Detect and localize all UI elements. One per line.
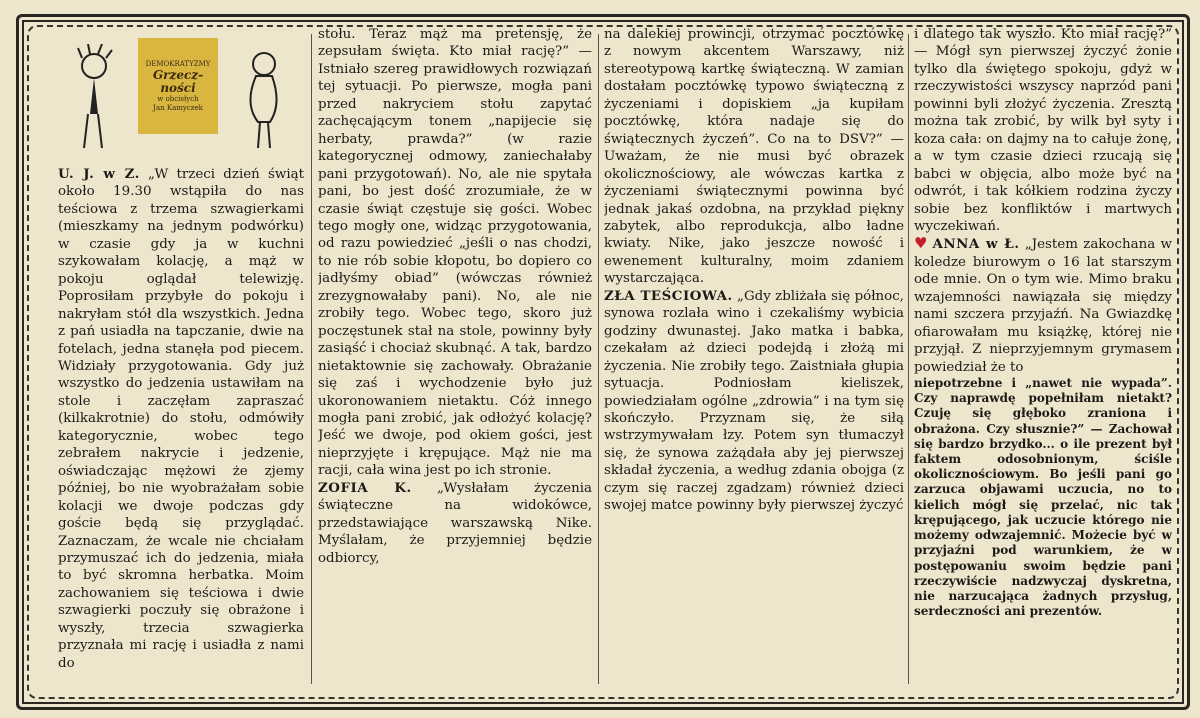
column-3 bbox=[604, 26, 904, 694]
column-header-illustration bbox=[58, 26, 304, 158]
column-2 bbox=[318, 26, 592, 694]
woman-figure-right-icon bbox=[234, 44, 294, 154]
column-rule bbox=[598, 34, 599, 684]
letter-text: „Jestem zakochana w koledze biurowym o 16 lat starszym ode mnie. On o tym wie. Mimo braku wzajemności nawiązała się między nami szczera przyjaźń. Na Gwiazdkę ofiarowałam mu książkę, której nie przyjął. Z nieprzyjemnym grymasem powiedział że to bbox=[914, 237, 1172, 375]
letter-text: „Wysłałam życzenia świąteczne na widokówce, przedstawiające warszawską Nike. Myślałam, że przyjemniej będzie odbiorcy, bbox=[318, 480, 592, 566]
letter-text: „W trzeci dzień świąt około 19.30 wstąpiła do nas teściowa z trzema szwagierkami (mieszkamy na jednym podwórku) w czasie gdy ja w kuchni szykowałam kolację, a mąż w pokoju oglądał telewizję. Poprosiłam przybyłe do pokoju i nakryłam stół dla wszystkich. Jedna z pań usiadła na tapczanie, dwie na fotelach, jedna stanęła pod piecem. Widziały przygotowania. Gdy już wszystko do jedzenia ustawiłam na stole i zaczęłam zapraszać (kilkakrotnie) do stołu, odmówiły kategorycznie, wobec tego zebrałem nakrycie i jedzenie, oświadczając mężowi że zjemy później, bo nie wyobrażałam sobie kolacji we dwoje podczas gdy goście będą się przyglądać. Zaznaczam, że wcale nie chciałam przymuszać ich do jedzenia, miała to być skromna herbatka. Moim zachowaniem się teściowa i dwie szwagierki poczuły się obrażone i wyszły, trzecia szwagierka przyznała mi rację i usiadła z nami do bbox=[58, 167, 304, 671]
answer-text: stołu. Teraz mąż ma pretensję, że zepsułam święta. Kto miał rację?” — Istniało szereg prawidłowych rozwiązań tej sytuacji. Po pierwsze, mogła pani przed nakryciem stołu zapytać zachęcającym tonem „napijecie się herbaty, prawda?” (w razie kategorycznej odmowy, zaniechałaby pani przygotowań). No, ale nie spytała pani, bo jest dość zrozumiałe, że w czasie świąt częstuje się gości. Wobec tego mogły one, widząc przygotowania, od razu powiedzieć „jeśli o nas chodzi, to nie rób sobie kłopotu, bo dopiero co jadłyśmy obiad” (wówczas również zrezygnowałaby pani). No, ale nie zrobiły tego. Wobec tego, skoro już poczęstunek stał na stole, powinny były zasiąść i chociaż skubnąć. A tak, bardzo nietaktownie się zachowały. Obrażanie się zaś i wychodzenie było już ukoronowaniem nietaktu. Cóż innego mogła pani zrobić, jak odłożyć kolację? Jeść we dwoje, pod okiem gości, jest nieprzyjęte i krępujące. Mąż nie ma racji, cała wina jest po ich stronie. bbox=[318, 27, 592, 479]
letter-author: ANNA w Ł. bbox=[932, 236, 1020, 253]
answer-text: na dalekiej prowincji, otrzymać pocztówkę z nowym akcentem Warszawy, niż stereotypową kartkę świąteczną. W zamian dostałam pocztówkę typowo świąteczną z życzeniami i dopiskiem „ja kupiłam pocztówkę, która nadaje się do świątecznych życzeń”. Co na to DSV?” — Uważam, że nie musi być obrazek okolicznościowy, ale wówczas kartka z życzeniami świątecznymi powinna być jednak jakaś ozdobna, na przykład piękny zabytek, albo reprodukcja, albo ładne kwiaty. Nike, jako jeszcze nowość i ewenement kulturalny, moim zdaniem wystarczająca. bbox=[604, 27, 904, 287]
heart-icon: ♥ bbox=[914, 234, 929, 253]
column-rule bbox=[311, 34, 312, 684]
column-rule bbox=[908, 34, 909, 684]
column-logo: DEMOKRATYZMY Grzecz-ności w obcisłych Jan Kamyczek bbox=[138, 38, 218, 134]
letter-author: ZŁA TEŚCIOWA. bbox=[604, 287, 733, 304]
letter-author: U. J. w Z. bbox=[58, 166, 140, 182]
letter-author: ZOFIA K. bbox=[318, 479, 412, 496]
man-figure-left-icon bbox=[64, 44, 124, 154]
letter-text: „Gdy zbliżała się północ, synowa rozlała wino i czekaliśmy wybicia godziny dwunastej. Jako matka i babka, czekałam aż dzieci podejdą i złożą mi życzenia. Nie zrobiły tego. Zaistniała głupia sytuacja. Podniosłam kieliszek, powiedziałam ogólne „zdrowia” i na tym się skończyło. Przyznam się, że siłą wstrzymywałam łzy. Potem syn tłumaczył się, że synowa zażądała aby jej pierwszej składał życzenia, a według zdania obojga (z czym się raczej zgadzam) również dzieci swojej matce powinny były pierwszej życzyć bbox=[604, 288, 904, 514]
column-1 bbox=[58, 26, 304, 694]
column-4 bbox=[914, 26, 1172, 694]
answer-text: i dlatego tak wyszło. Kto miał rację?” — Mógł syn pierwszej życzyć żonie tylko dla świętego spokoju, gdyż w rzeczywistości wszyscy naprzód pani powinni byli złożyć życzenia. Zresztą można tak zrobić, by wilk był syty i koza cała: on dajmy na to całuje żonę, a w tym czasie dzieci rzucają się babci w objęcia, albo może być na odwrót, i tak kółkiem rodzina życzy sobie bez konfliktów i martwych wyczekiwań. bbox=[914, 27, 1172, 234]
letter-text-small: niepotrzebne i „nawet nie wypada”. Czy naprawdę popełniłam nietakt? Czuję się głęboko zraniona i obrażona. Czy słusznie?” — Zachował się bardzo brzydko... o ile prezent był faktem odosobnionym, ściśle okolicznościowym. Bo jeśli pani go zarzuca objawami uczucia, no to kielich mógł się przelać, nic tak krępującego, jak uczucie którego nie możemy odwzajemnić. Możecie być w przyjaźni pod warunkiem, że w postępowaniu swoim będzie pani rzeczywiście nadzwyczaj dyskretna, nie narzucająca żadnych przysług, serdeczności ani prezentów. bbox=[914, 376, 1172, 619]
